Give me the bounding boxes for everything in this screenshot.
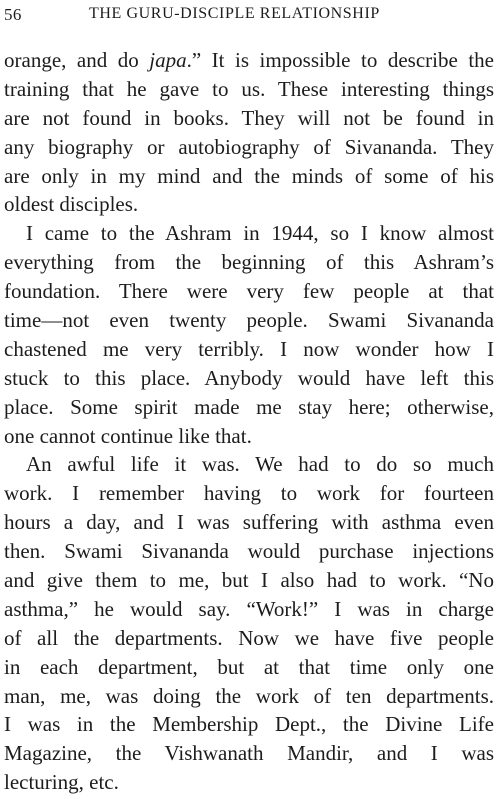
paragraph-3 bbox=[4, 450, 494, 797]
text-line: and give them to me, but I also had to work. “No bbox=[4, 568, 494, 593]
text-line: I came to the Ashram in 1944, so I know almost bbox=[26, 221, 494, 246]
running-head bbox=[4, 5, 493, 31]
text-line: work. I remember having to work for fourteen bbox=[4, 481, 494, 506]
text-line: man, me, was doing the work of ten departments. bbox=[4, 683, 494, 708]
italic-word: japa bbox=[149, 48, 187, 72]
text-line: I was in the Membership Dept., the Divine Life bbox=[4, 712, 494, 737]
text-line: time—not even twenty people. Swami Sivananda bbox=[4, 308, 494, 333]
text-line: are not found in books. They will not be found in bbox=[4, 105, 494, 130]
text-line: asthma,” he would say. “Work!” I was in charge bbox=[4, 596, 494, 621]
text-line: of all the departments. Now we have five people bbox=[4, 625, 494, 650]
text-line: foundation. There were very few people at that bbox=[4, 279, 494, 304]
running-title: THE GURU-DISCIPLE RELATIONSHIP bbox=[89, 5, 380, 22]
page-number: 56 bbox=[4, 5, 22, 24]
text-line: in each department, but at that time only one bbox=[4, 654, 494, 679]
text-line: any biography or autobiography of Sivananda. They bbox=[4, 134, 494, 159]
text-line-start: orange, and do bbox=[4, 48, 150, 72]
text-line-rest: .” It is impossible to describe the bbox=[186, 48, 494, 72]
text-line: are only in my mind and the minds of some of his bbox=[4, 163, 494, 188]
text-line: Magazine, the Vishwanath Mandir, and I was bbox=[4, 741, 494, 766]
text-line: place. Some spirit made me stay here; otherwise, bbox=[4, 394, 494, 419]
text-line bbox=[4, 46, 494, 75]
paragraph-1 bbox=[4, 46, 494, 219]
body-text bbox=[4, 46, 494, 797]
text-line: lecturing, etc. bbox=[4, 770, 119, 795]
text-line: training that he gave to us. These interesting things bbox=[4, 76, 494, 101]
text-line: hours a day, and I was suffering with asthma even bbox=[4, 510, 494, 535]
text-line: everything from the beginning of this Ashram’s bbox=[4, 250, 494, 275]
text-line: An awful life it was. We had to do so much bbox=[26, 452, 494, 477]
text-line: oldest disciples. bbox=[4, 192, 139, 217]
text-line: chastened me very terribly. I now wonder how I bbox=[4, 336, 494, 361]
text-line: stuck to this place. Anybody would have left this bbox=[4, 365, 494, 390]
text-line: one cannot continue like that. bbox=[4, 423, 252, 448]
paragraph-2 bbox=[4, 219, 494, 450]
text-line: then. Swami Sivananda would purchase injections bbox=[4, 539, 494, 564]
